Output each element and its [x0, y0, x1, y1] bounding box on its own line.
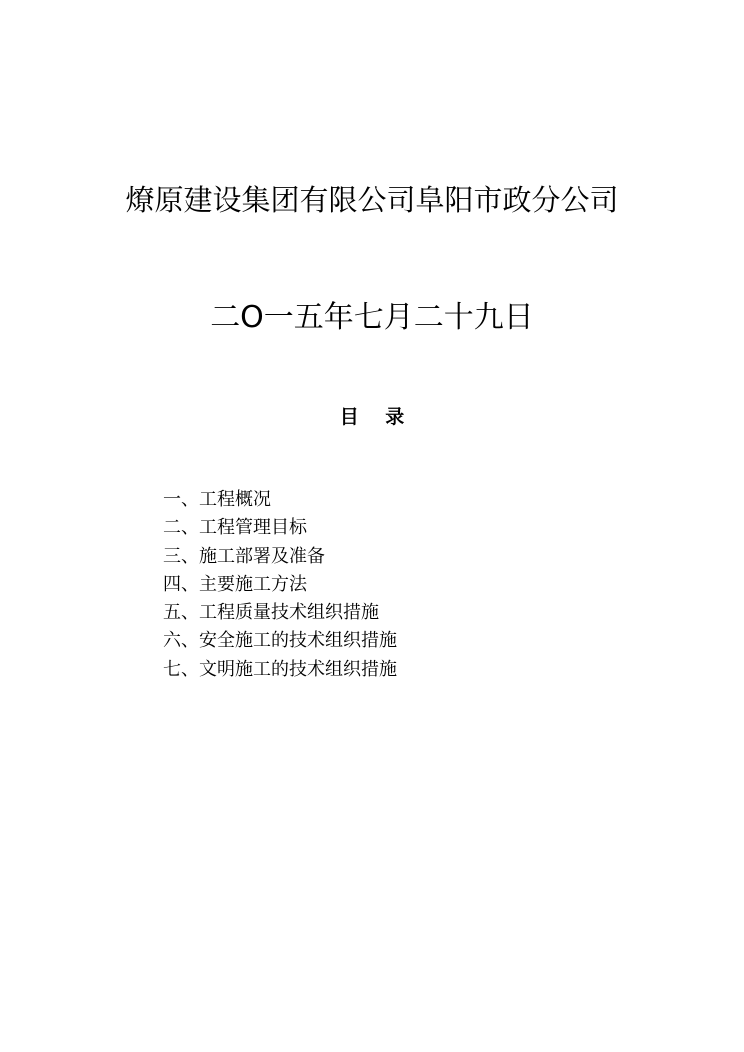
document-date: 二O一五年七月二十九日 — [210, 300, 534, 335]
toc-item-3: 三、施工部署及准备 — [163, 545, 325, 567]
toc-item-5: 五、工程质量技术组织措施 — [163, 602, 379, 624]
toc-heading: 目 录 — [339, 406, 415, 428]
table-of-contents — [163, 486, 397, 684]
toc-item-4: 四、主要施工方法 — [163, 573, 307, 595]
toc-item-1: 一、工程概况 — [163, 489, 271, 510]
toc-item-7: 七、文明施工的技术组织措施 — [163, 658, 397, 680]
company-name: 燎原建设集团有限公司阜阳市政分公司 — [125, 183, 619, 217]
toc-item-6: 六、安全施工的技术组织措施 — [163, 630, 397, 652]
toc-item-2: 二、工程管理目标 — [163, 517, 307, 539]
